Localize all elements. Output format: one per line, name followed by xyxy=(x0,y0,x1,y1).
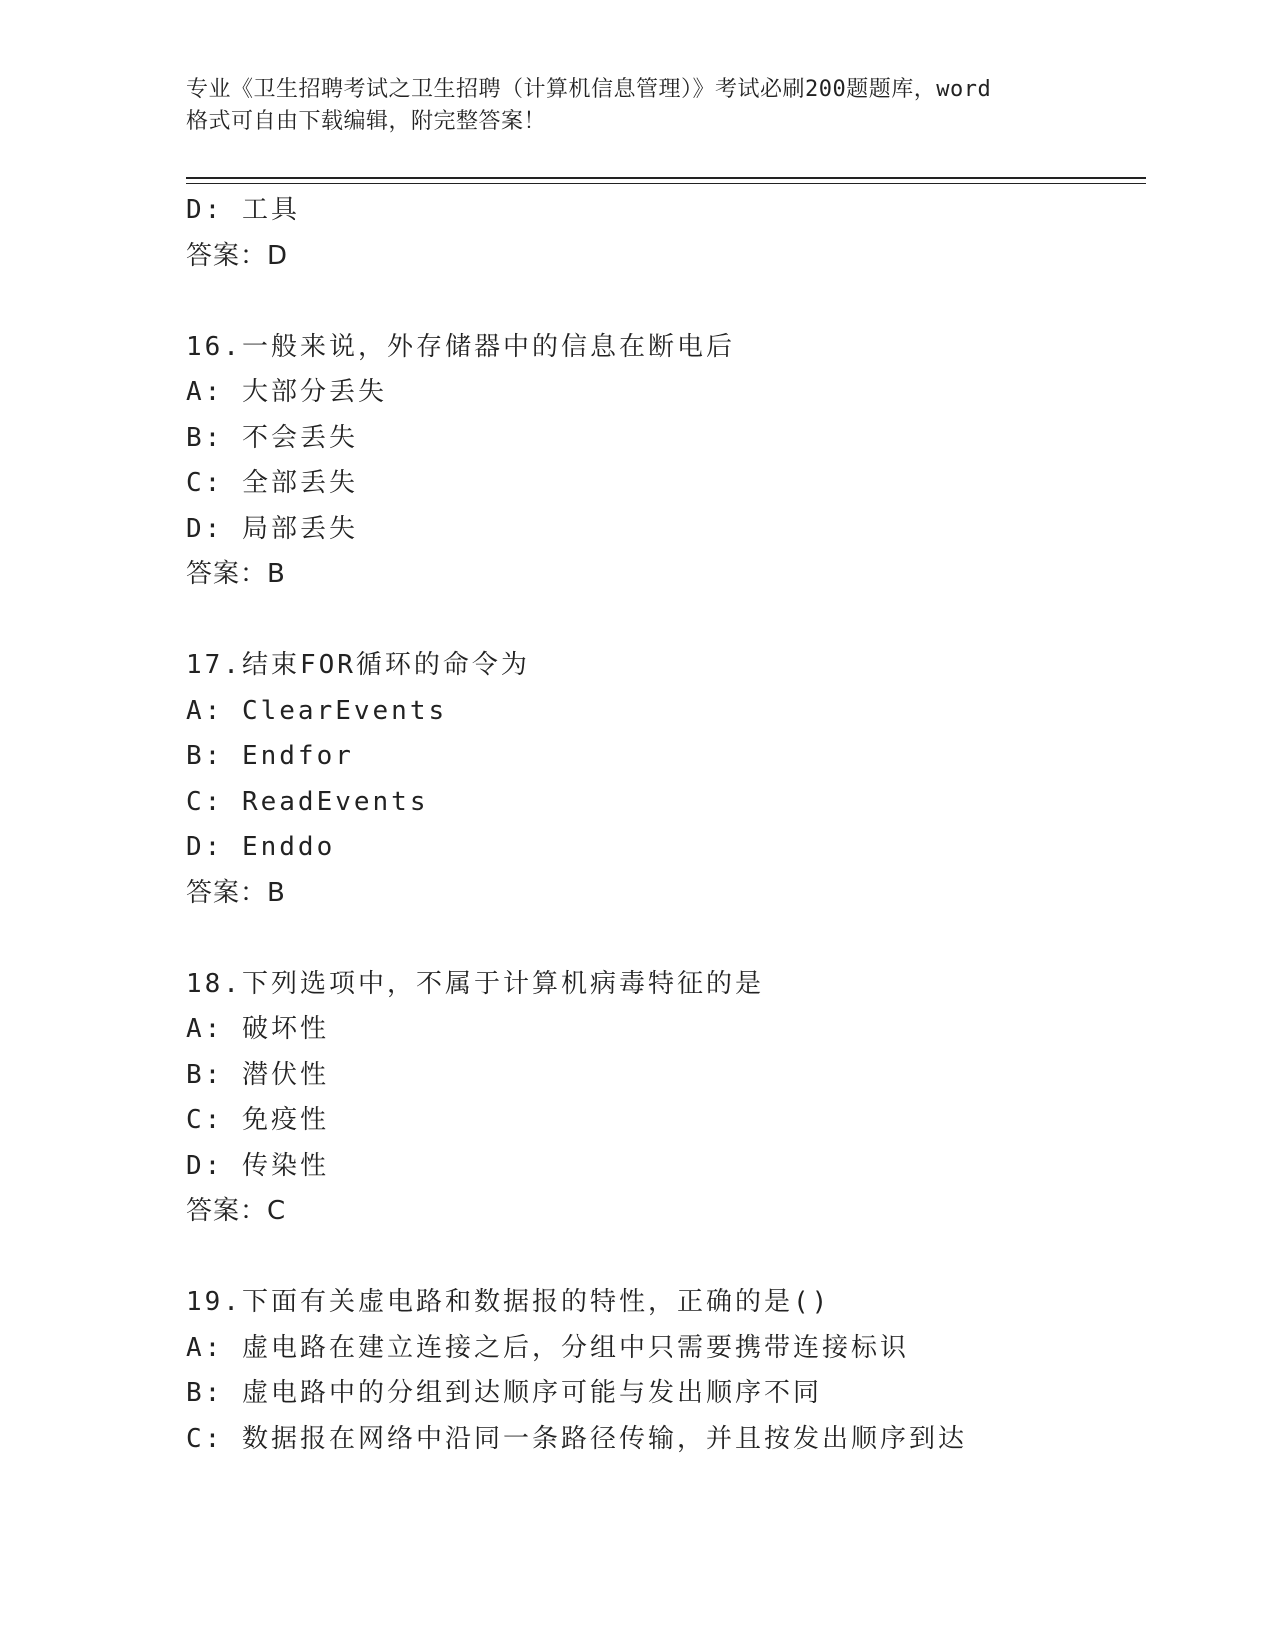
option-c: C: 数据报在网络中沿同一条路径传输，并且按发出顺序到达 xyxy=(186,1423,967,1454)
spacer xyxy=(186,598,1146,644)
option-c: C: 免疫性 xyxy=(186,1105,329,1135)
answer-line: 答案：B xyxy=(186,877,286,908)
header-divider-thick xyxy=(186,177,1146,179)
spacer xyxy=(186,1235,1146,1281)
option-d: D: 工具 xyxy=(186,195,300,225)
question-stem: 19.下面有关虚电路和数据报的特性，正确的是() xyxy=(186,1287,831,1317)
question-16 xyxy=(186,325,1146,598)
question-15-tail xyxy=(186,188,1146,279)
option-d: D: 传染性 xyxy=(186,1150,329,1181)
answer-line: 答案：C xyxy=(186,1196,287,1226)
option-d: D: 局部丢失 xyxy=(186,513,358,544)
question-17 xyxy=(186,643,1146,916)
option-a: A: 破坏性 xyxy=(186,1014,329,1044)
spacer xyxy=(186,279,1146,325)
option-a: A: 大部分丢失 xyxy=(186,377,387,407)
option-a: A: 虚电路在建立连接之后，分组中只需要携带连接标识 xyxy=(186,1332,909,1363)
option-c: C: ReadEvents xyxy=(186,786,429,817)
document-header xyxy=(186,74,1086,138)
question-stem: 17.结束FOR循环的命令为 xyxy=(186,650,530,680)
header-title-line-2: 格式可自由下载编辑，附完整答案！ xyxy=(186,109,547,134)
answer-line: 答案：B xyxy=(186,559,286,589)
answer-line: 答案：D xyxy=(186,240,289,271)
option-a: A: ClearEvents xyxy=(186,695,448,726)
option-b: B: 虚电路中的分组到达顺序可能与发出顺序不同 xyxy=(186,1378,822,1408)
option-b: B: 不会丢失 xyxy=(186,422,358,453)
question-19 xyxy=(186,1280,1146,1462)
header-divider-thin xyxy=(186,183,1146,184)
question-stem: 18.下列选项中，不属于计算机病毒特征的是 xyxy=(186,968,764,999)
header-title-line-1: 专业《卫生招聘考试之卫生招聘（计算机信息管理）》考试必刷200题题库，word xyxy=(186,77,992,102)
spacer xyxy=(186,916,1146,962)
question-18 xyxy=(186,962,1146,1235)
option-c: C: 全部丢失 xyxy=(186,468,358,498)
question-stem: 16.一般来说，外存储器中的信息在断电后 xyxy=(186,331,735,362)
option-d: D: Enddo xyxy=(186,832,336,862)
question-list xyxy=(186,188,1146,1462)
option-b: B: 潜伏性 xyxy=(186,1059,329,1090)
option-b: B: Endfor xyxy=(186,741,354,771)
